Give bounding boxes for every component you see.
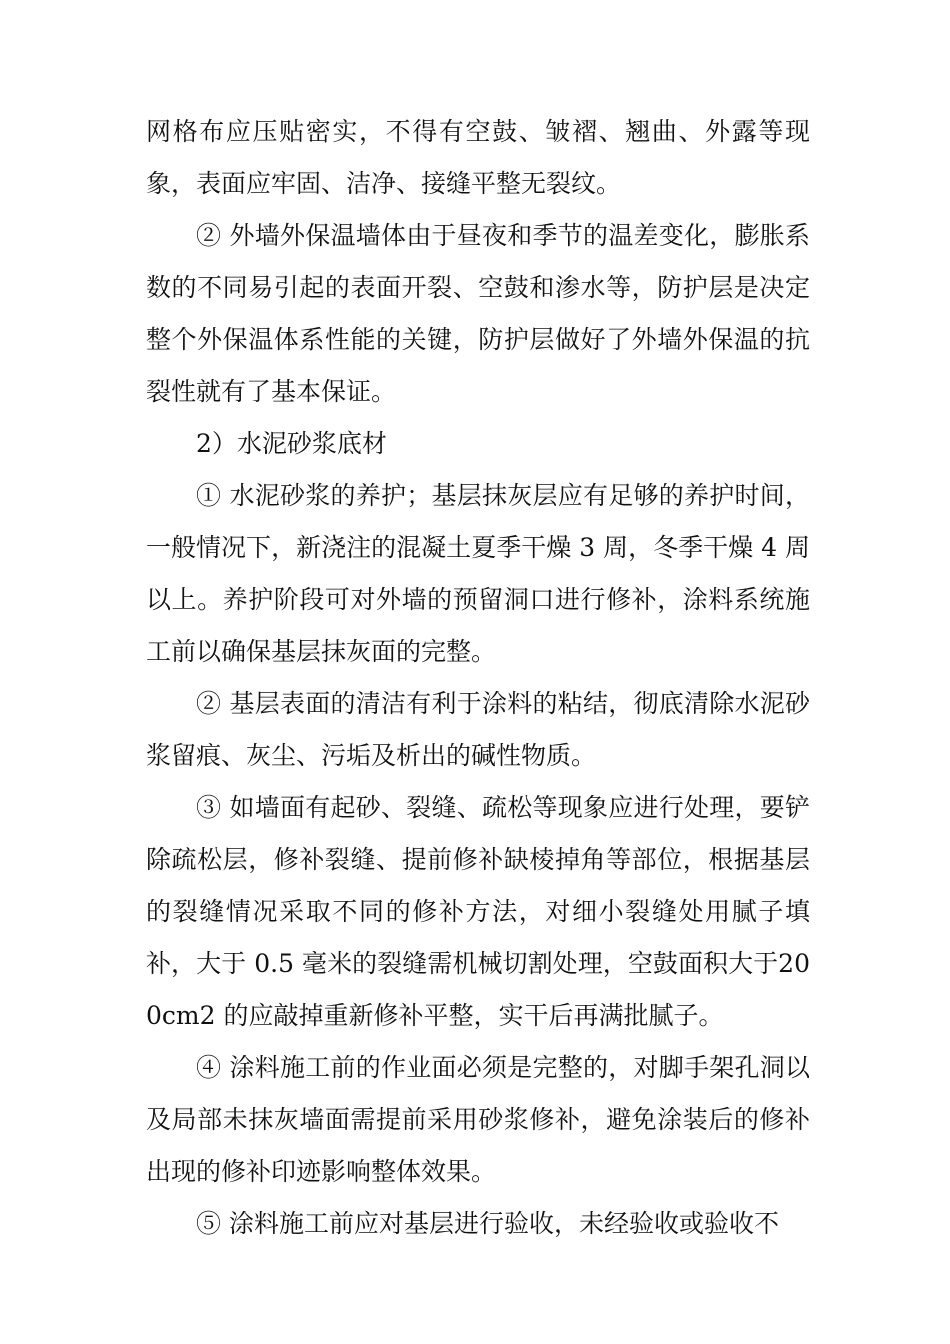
section-heading-cement-mortar: 2）水泥砂浆底材 [196,429,387,458]
paragraph-item-1-curing: ① 水泥砂浆的养护；基层抹灰层应有足够的养护时间，一般情况下，新浇注的混凝土夏季干燥 3 周，冬季干燥 4 周以上。养护阶段可对外墙的预留洞口进行修补，涂料系统施工前以确保基层抹灰面的完整。 [146,481,810,666]
paragraph-item-5-acceptance: ⑤ 涂料施工前应对基层进行验收，未经验收或验收不 [196,1209,779,1238]
paragraph-item-4-work-surface: ④ 涂料施工前的作业面必须是完整的，对脚手架孔洞以及局部未抹灰墙面需提前采用砂浆修补，避免涂装后的修补出现的修补印迹影响整体效果。 [146,1053,810,1186]
paragraph-item-2-protective-layer: ② 外墙外保温墙体由于昼夜和季节的温差变化，膨胀系数的不同易引起的表面开裂、空鼓和渗水等，防护层是决定整个外保温体系性能的关键，防护层做好了外墙外保温的抗裂性就有了基本保证。 [146,221,810,406]
paragraph-mesh-cloth: 网格布应压贴密实，不得有空鼓、皱褶、翘曲、外露等现象，表面应牢固、洁净、接缝平整无裂纹。 [146,117,810,198]
paragraph-item-3-crack-repair: ③ 如墙面有起砂、裂缝、疏松等现象应进行处理，要铲除疏松层，修补裂缝、提前修补缺棱掉角等部位，根据基层的裂缝情况采取不同的修补方法，对细小裂缝处用腻子填补，大于 0.5 毫米的裂缝需机械切割处理，空鼓面积大于200cm2 的应敲掉重新修补平整，实干后再满批腻子。 [146,793,810,1030]
paragraph-item-2-cleaning: ② 基层表面的清洁有利于涂料的粘结，彻底清除水泥砂浆留痕、灰尘、污垢及析出的碱性物质。 [146,689,810,770]
document-body [146,106,810,1250]
